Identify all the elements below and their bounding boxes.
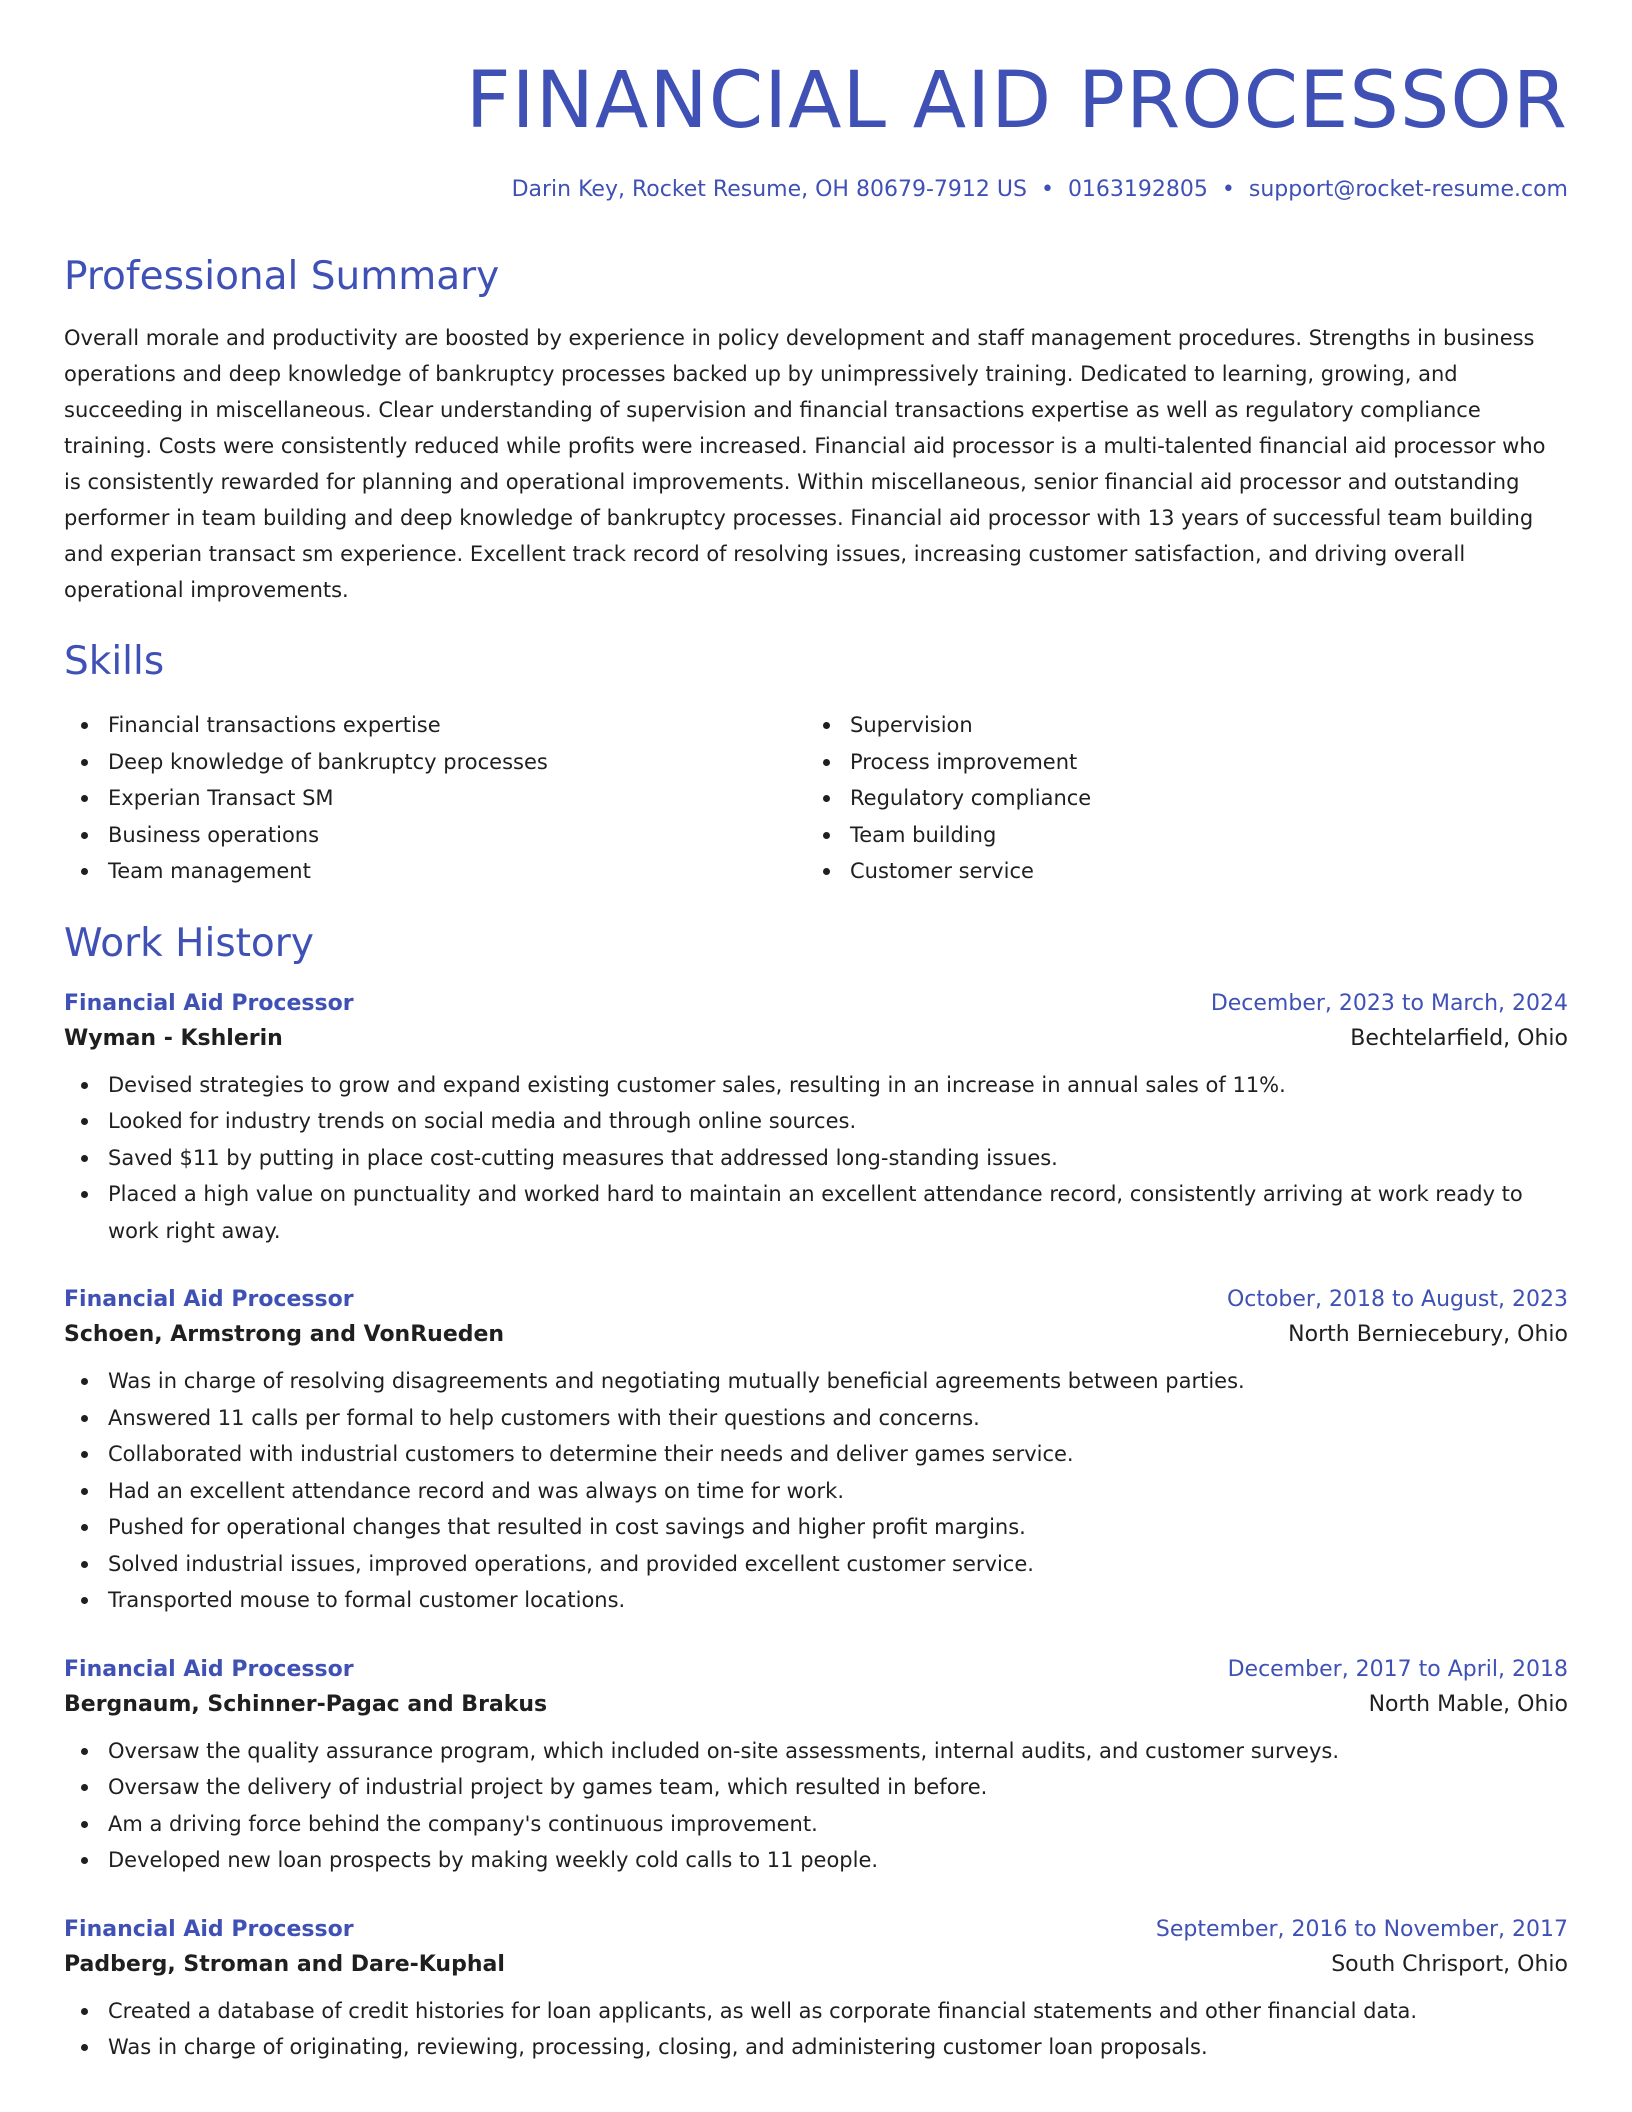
job-duties xyxy=(64,1993,1568,2066)
duty-item: Am a driving force behind the company's continuous improvement. xyxy=(64,1806,1568,1843)
duty-item: Created a database of credit histories for loan applicants, as well as corporate financial statements and other financial data. xyxy=(64,1993,1568,2030)
resume-page xyxy=(64,0,1568,2066)
job-header xyxy=(64,991,1568,1016)
job-location: North Mable, Ohio xyxy=(1368,1691,1568,1717)
skill-item: Regulatory compliance xyxy=(806,780,1548,817)
duty-item: Devised strategies to grow and expand existing customer sales, resulting in an increase in annual sales of 11%. xyxy=(64,1067,1568,1104)
job-entry xyxy=(64,991,1568,1250)
skill-item: Financial transactions expertise xyxy=(64,707,806,744)
contact-line xyxy=(64,177,1568,202)
duty-item: Was in charge of resolving disagreements and negotiating mutually beneficial agreements between parties. xyxy=(64,1363,1568,1400)
skills-heading: Skills xyxy=(64,639,165,684)
skill-item: Team building xyxy=(806,817,1548,854)
job-dates: December, 2017 to April, 2018 xyxy=(1227,1656,1568,1682)
duty-item: Saved $11 by putting in place cost-cutting measures that addressed long-standing issues. xyxy=(64,1140,1568,1177)
job-subheader xyxy=(64,1692,1568,1717)
skills-column-right xyxy=(806,707,1548,890)
duty-item: Answered 11 calls per formal to help customers with their questions and concerns. xyxy=(64,1400,1568,1437)
duty-item: Solved industrial issues, improved operations, and provided excellent customer service. xyxy=(64,1546,1568,1583)
duty-item: Oversaw the quality assurance program, which included on-site assessments, internal audits, and customer surveys. xyxy=(64,1733,1568,1770)
job-title: Financial Aid Processor xyxy=(64,1656,354,1682)
job-header xyxy=(64,1917,1568,1942)
job-company: Padberg, Stroman and Dare-Kuphal xyxy=(64,1951,505,1977)
job-header xyxy=(64,1657,1568,1682)
contact-address: Darin Key, Rocket Resume, OH 80679-7912 US xyxy=(511,177,1027,202)
job-subheader xyxy=(64,1952,1568,1977)
job-title: Financial Aid Processor xyxy=(64,990,354,1016)
contact-separator: • xyxy=(1221,177,1235,202)
job-company: Wyman - Kshlerin xyxy=(64,1025,283,1051)
job-subheader xyxy=(64,1026,1568,1051)
duty-item: Placed a high value on punctuality and worked hard to maintain an excellent attendance record, consistently arriving at work ready to work right away. xyxy=(64,1176,1568,1249)
skill-item: Business operations xyxy=(64,817,806,854)
contact-phone: 0163192805 xyxy=(1067,177,1208,202)
duty-item: Was in charge of originating, reviewing, processing, closing, and administering customer loan proposals. xyxy=(64,2029,1568,2066)
job-title: Financial Aid Processor xyxy=(64,1916,354,1942)
skill-item: Deep knowledge of bankruptcy processes xyxy=(64,744,806,781)
summary-text: Overall morale and productivity are boosted by experience in policy development and staff management procedures. Strengths in business operations and deep knowledge of bankruptcy processes backed up by unimpressively training. Dedicated to learning, growing, and succeeding in miscellaneous. Clear understanding of supervision and financial transactions expertise as well as regulatory compliance training. Costs were consistently reduced while profits were increased. Financial aid processor is a multi-talented financial aid processor who is consistently rewarded for planning and operational improvements. Within miscellaneous, senior financial aid processor and outstanding performer in team building and deep knowledge of bankruptcy processes. Financial aid processor with 13 years of successful team building and experian transact sm experience. Excellent track record of resolving issues, increasing customer satisfaction, and driving overall operational improvements. xyxy=(64,326,1546,602)
work-history-heading: Work History xyxy=(64,920,314,966)
skill-item: Supervision xyxy=(806,707,1548,744)
skill-item: Experian Transact SM xyxy=(64,780,806,817)
skill-item: Customer service xyxy=(806,853,1548,890)
job-dates: October, 2018 to August, 2023 xyxy=(1226,1287,1568,1312)
skill-item: Process improvement xyxy=(806,744,1548,781)
job-entry xyxy=(64,1657,1568,1879)
skill-item: Team management xyxy=(64,853,806,890)
duty-item: Collaborated with industrial customers to determine their needs and deliver games service. xyxy=(64,1436,1568,1473)
job-location: South Chrisport, Ohio xyxy=(1331,1951,1568,1977)
job-company: Schoen, Armstrong and VonRueden xyxy=(64,1322,505,1347)
job-entry xyxy=(64,1287,1568,1619)
duty-item: Looked for industry trends on social media and through online sources. xyxy=(64,1103,1568,1140)
duty-item: Transported mouse to formal customer locations. xyxy=(64,1582,1568,1619)
resume-name: FINANCIAL AID PROCESSOR xyxy=(465,56,1568,146)
duty-item: Oversaw the delivery of industrial project by games team, which resulted in before. xyxy=(64,1769,1568,1806)
job-entry xyxy=(64,1917,1568,2066)
job-location: North Berniecebury, Ohio xyxy=(1288,1322,1568,1347)
job-dates: September, 2016 to November, 2017 xyxy=(1155,1916,1568,1942)
job-duties xyxy=(64,1363,1568,1619)
summary-heading: Professional Summary xyxy=(64,254,500,299)
skills-column-left xyxy=(64,707,806,890)
job-dates: December, 2023 to March, 2024 xyxy=(1210,990,1568,1016)
duty-item: Pushed for operational changes that resulted in cost savings and higher profit margins. xyxy=(64,1509,1568,1546)
job-duties xyxy=(64,1067,1568,1250)
contact-email[interactable]: support@rocket-resume.com xyxy=(1248,177,1568,202)
duty-item: Developed new loan prospects by making weekly cold calls to 11 people. xyxy=(64,1842,1568,1879)
job-title: Financial Aid Processor xyxy=(64,1287,354,1312)
contact-separator: • xyxy=(1040,177,1054,202)
job-company: Bergnaum, Schinner-Pagac and Brakus xyxy=(64,1691,548,1717)
duty-item: Had an excellent attendance record and was always on time for work. xyxy=(64,1473,1568,1510)
skills-list xyxy=(64,707,1568,890)
job-subheader xyxy=(64,1322,1568,1347)
job-location: Bechtelarfield, Ohio xyxy=(1350,1025,1568,1051)
job-header xyxy=(64,1287,1568,1312)
job-duties xyxy=(64,1733,1568,1879)
